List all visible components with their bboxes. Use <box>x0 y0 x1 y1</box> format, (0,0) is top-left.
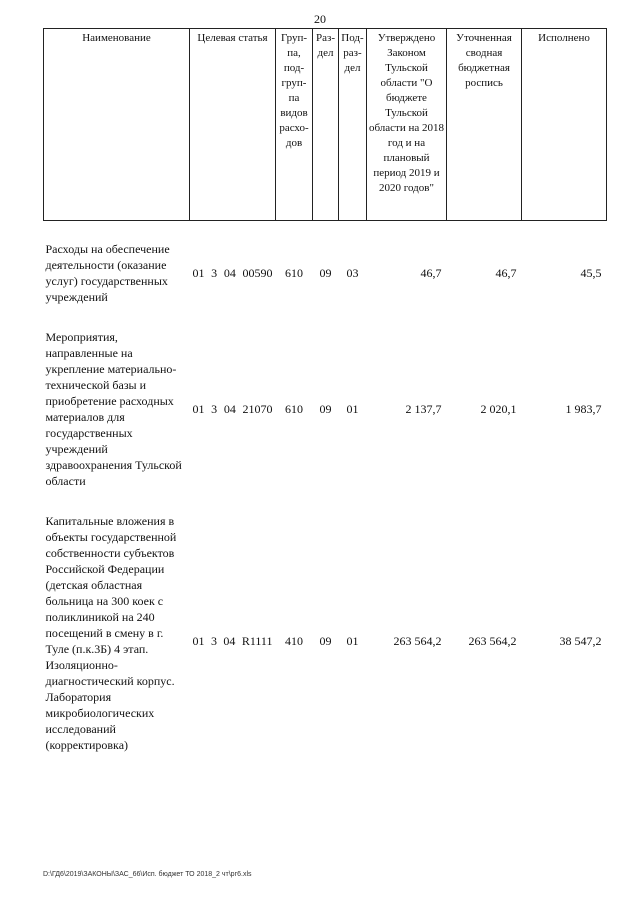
row-approved: 263 564,2 <box>393 633 442 648</box>
row-target-code <box>190 241 276 305</box>
cs-event: 04 <box>223 401 236 416</box>
table-row <box>44 241 607 305</box>
row-group: 610 <box>285 401 303 416</box>
cs-program: 01 <box>192 633 205 648</box>
cs-event: 04 <box>223 265 236 280</box>
row-target-code <box>190 513 276 769</box>
table-row <box>44 513 607 769</box>
header-group: Груп-па, под-груп-па видов расхо-дов <box>276 29 313 221</box>
row-razdel: 09 <box>319 401 332 416</box>
row-target-code <box>190 329 276 489</box>
row-name: Мероприятия, направленные на укрепление материально-технической базы и приобретение расходных материалов для государственных учреждений здравоохранения Тульской области <box>45 329 182 488</box>
row-podrazdel: 03 <box>346 265 359 280</box>
row-refined: 263 564,2 <box>468 633 517 648</box>
row-podrazdel: 01 <box>346 633 359 648</box>
row-approved: 46,7 <box>420 265 442 280</box>
header-executed: Исполнено <box>522 29 607 221</box>
row-refined: 2 020,1 <box>480 401 517 416</box>
file-path-footer: D:\ГД6\2019\ЗАКОНЫ\ЗАС_66\Исп. бюджет ТО 2018_2 чт\рг6.xls <box>43 871 252 878</box>
row-name: Капитальные вложения в объекты государственной собственности субъектов Российской Федерации (детская областная больница на 300 коек с поликлиникой на 240 посещений в смену в г. Туле (п.к.3Б) 4 этап. Изоляционно-диагностический корпус. Лаборатория микробиологических исследований (корректировка) <box>45 513 177 752</box>
row-refined: 46,7 <box>495 265 517 280</box>
table-row <box>44 329 607 489</box>
row-executed: 38 547,2 <box>559 633 602 648</box>
cs-event: 04 <box>223 633 236 648</box>
row-executed: 1 983,7 <box>565 401 602 416</box>
header-target: Целевая статья <box>190 29 276 221</box>
header-row <box>44 29 607 221</box>
budget-table <box>43 28 607 769</box>
header-razdel: Раз-дел <box>313 29 339 221</box>
row-executed: 45,5 <box>580 265 602 280</box>
row-podrazdel: 01 <box>346 401 359 416</box>
row-razdel: 09 <box>319 633 332 648</box>
cs-subprogram: 3 <box>211 265 218 280</box>
row-name: Расходы на обеспечение деятельности (оказание услуг) государственных учреждений <box>45 241 170 304</box>
row-group: 410 <box>285 633 303 648</box>
cs-direction: R1111 <box>241 633 273 648</box>
cs-program: 01 <box>192 401 205 416</box>
cs-program: 01 <box>192 265 205 280</box>
row-group: 610 <box>285 265 303 280</box>
header-name: Наименование <box>44 29 190 221</box>
page-number: 20 <box>314 12 326 26</box>
cs-subprogram: 3 <box>211 401 218 416</box>
header-podrazdel: Под-раз-дел <box>339 29 367 221</box>
cs-direction: 21070 <box>242 401 273 416</box>
header-refined: Уточненная сводная бюджетная роспись <box>447 29 522 221</box>
row-razdel: 09 <box>319 265 332 280</box>
row-approved: 2 137,7 <box>405 401 442 416</box>
cs-direction: 00590 <box>242 265 273 280</box>
cs-subprogram: 3 <box>210 633 217 648</box>
header-approved: Утверждено Законом Тульской области "О бюджете Тульской области на 2018 год и на плановый период 2019 и 2020 годов" <box>367 29 447 221</box>
